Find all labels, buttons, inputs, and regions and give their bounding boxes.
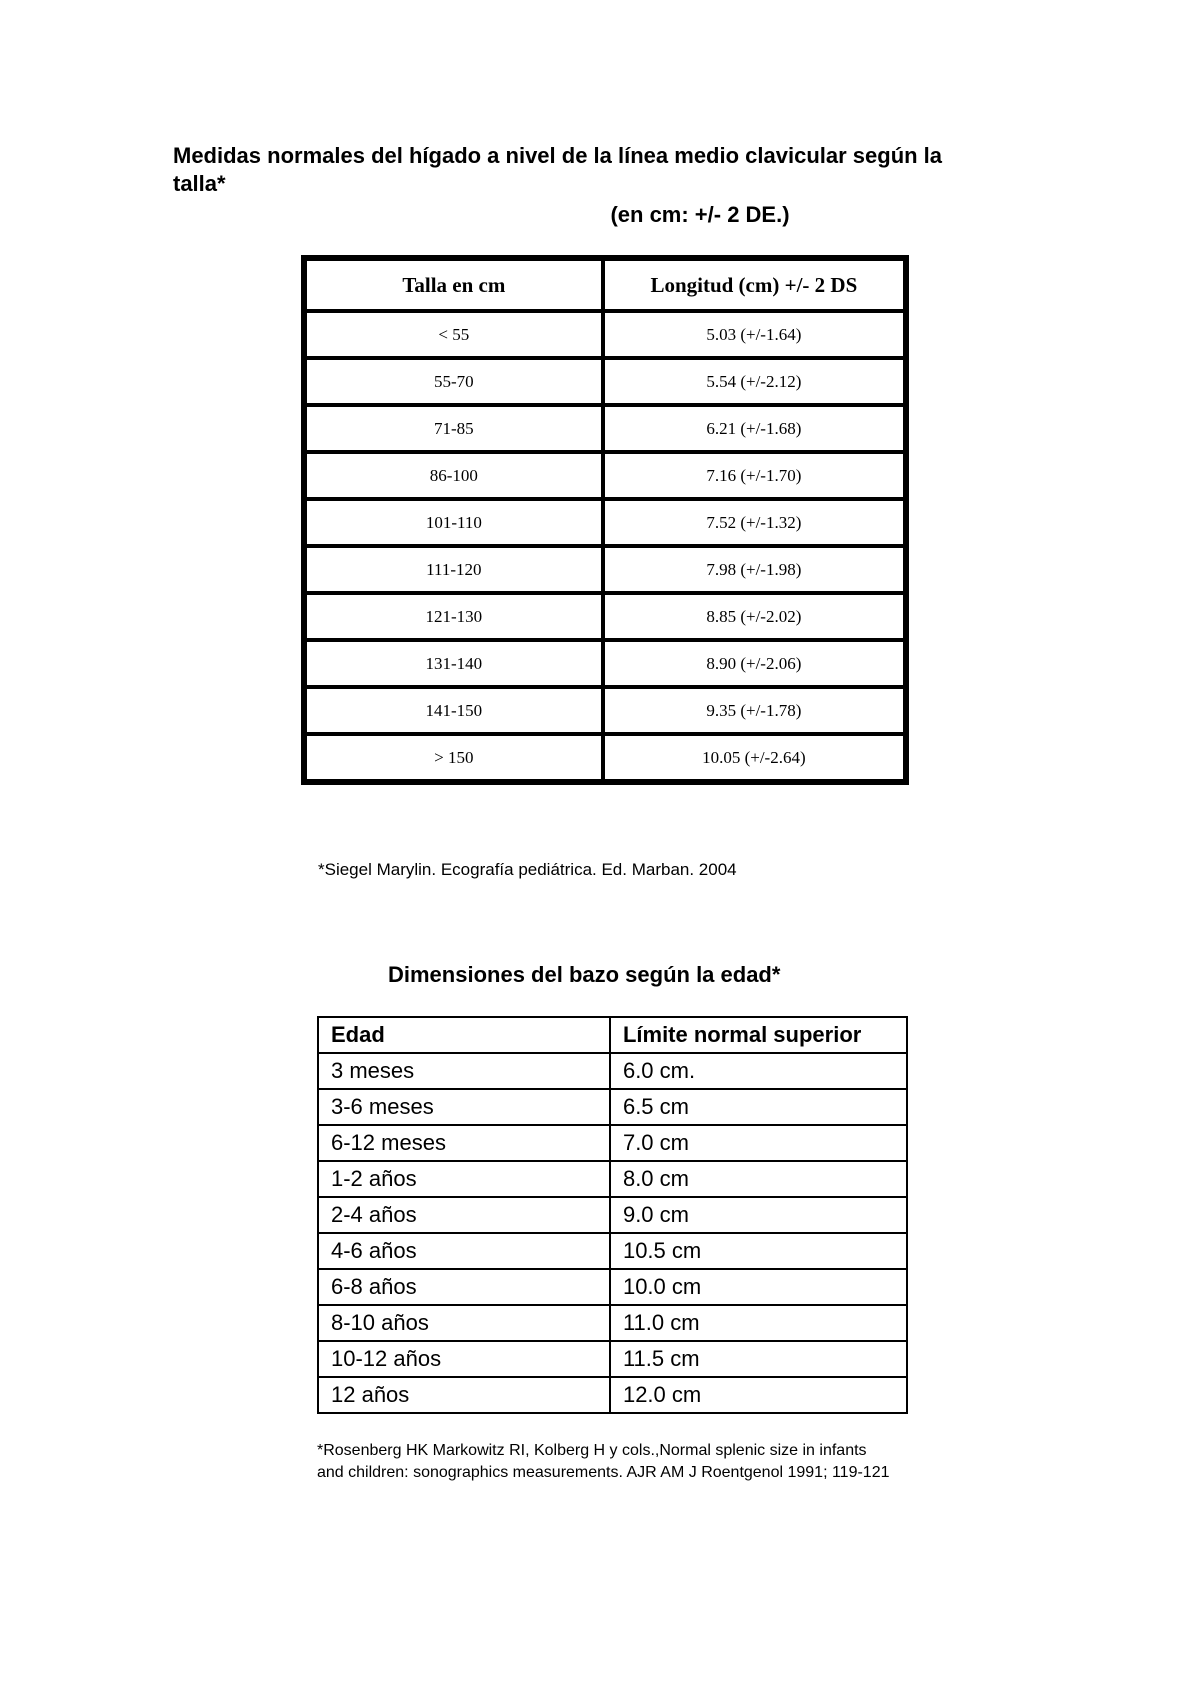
table-row [318,1089,907,1125]
row-value-cell: 6.21 (+/-1.68) [603,405,905,452]
row-label-cell: 111-120 [305,546,603,593]
row-value-cell: 5.03 (+/-1.64) [603,311,905,358]
table-row [305,499,905,546]
table-row [318,1269,907,1305]
footnote-line: *Rosenberg HK Markowitz RI, Kolberg H y cols.,Normal splenic size in infants [317,1442,867,1459]
table-row [305,405,905,452]
row-value-cell: 8.85 (+/-2.02) [603,593,905,640]
spleen-dimensions-table [317,1016,908,1414]
row-value-cell: 6.0 cm. [610,1053,907,1089]
row-label-cell: 3-6 meses [318,1089,610,1125]
row-label-cell: 6-8 años [318,1269,610,1305]
row-value-cell: 9.35 (+/-1.78) [603,687,905,734]
table-header-row [318,1017,907,1053]
table-row [305,687,905,734]
row-label-cell: 71-85 [305,405,603,452]
table-row [305,734,905,781]
row-value-cell: 12.0 cm [610,1377,907,1413]
row-value-cell: 9.0 cm [610,1197,907,1233]
row-value-cell: 7.98 (+/-1.98) [603,546,905,593]
table-row [318,1125,907,1161]
column-header-talla: Talla en cm [305,259,603,311]
table-row [305,546,905,593]
row-label-cell: 86-100 [305,452,603,499]
table-row [318,1197,907,1233]
row-label-cell: 6-12 meses [318,1125,610,1161]
row-value-cell: 8.90 (+/-2.06) [603,640,905,687]
row-label-cell: < 55 [305,311,603,358]
table-header-row [305,259,905,311]
liver-table-footnote: *Siegel Marylin. Ecografía pediátrica. Ed. Marban. 2004 [318,860,737,879]
footnote-line: and children: sonographics measurements. AJR AM J Roentgenol 1991; 119-121 [317,1464,890,1481]
row-value-cell: 10.05 (+/-2.64) [603,734,905,781]
row-label-cell: 4-6 años [318,1233,610,1269]
row-label-cell: 3 meses [318,1053,610,1089]
spleen-table-footnote [317,1440,1017,1484]
liver-table-subtitle: (en cm: +/- 2 DE.) [610,202,790,227]
table-row [318,1161,907,1197]
row-value-cell: 10.5 cm [610,1233,907,1269]
column-header-edad: Edad [318,1017,610,1053]
table-row [305,640,905,687]
row-value-cell: 5.54 (+/-2.12) [603,358,905,405]
liver-measurements-table [301,255,909,785]
row-label-cell: 2-4 años [318,1197,610,1233]
row-label-cell: 55-70 [305,358,603,405]
table-row [318,1305,907,1341]
table-row [305,358,905,405]
column-header-limite: Límite normal superior [610,1017,907,1053]
column-header-longitud: Longitud (cm) +/- 2 DS [603,259,905,311]
table-row [318,1053,907,1089]
liver-table-title: Medidas normales del hígado a nivel de la línea medio clavicular según la talla* [173,143,943,196]
row-value-cell: 10.0 cm [610,1269,907,1305]
row-label-cell: 1-2 años [318,1161,610,1197]
row-value-cell: 7.0 cm [610,1125,907,1161]
spleen-table-title: Dimensiones del bazo según la edad* [388,962,781,987]
table-row [318,1341,907,1377]
row-label-cell: 8-10 años [318,1305,610,1341]
row-label-cell: 10-12 años [318,1341,610,1377]
row-label-cell: 121-130 [305,593,603,640]
row-value-cell: 11.0 cm [610,1305,907,1341]
row-label-cell: > 150 [305,734,603,781]
row-value-cell: 7.16 (+/-1.70) [603,452,905,499]
table-row [318,1377,907,1413]
table-row [305,452,905,499]
row-value-cell: 6.5 cm [610,1089,907,1125]
row-label-cell: 101-110 [305,499,603,546]
table-row [305,311,905,358]
row-value-cell: 11.5 cm [610,1341,907,1377]
row-value-cell: 8.0 cm [610,1161,907,1197]
row-label-cell: 141-150 [305,687,603,734]
table-row [318,1233,907,1269]
table-row [305,593,905,640]
row-label-cell: 131-140 [305,640,603,687]
row-value-cell: 7.52 (+/-1.32) [603,499,905,546]
row-label-cell: 12 años [318,1377,610,1413]
